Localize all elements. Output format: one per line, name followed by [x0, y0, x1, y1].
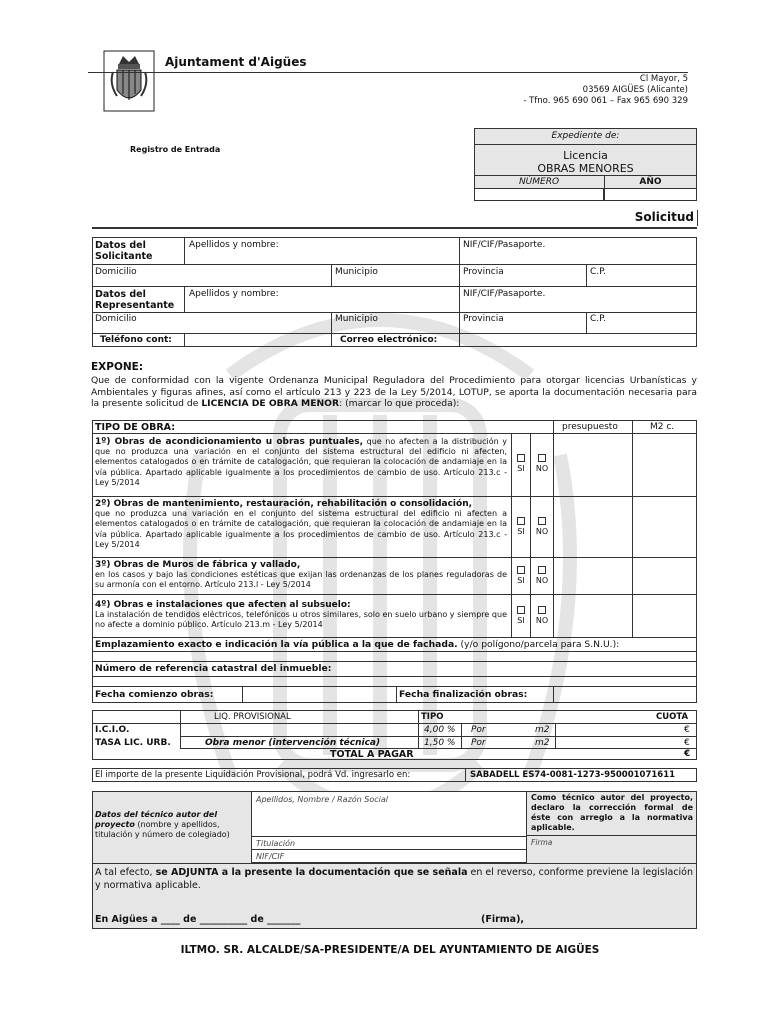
- tecnico-head-bold: Datos del técnico autor del proyecto: [95, 810, 218, 829]
- solicitante-domicilio-label: Domicilio: [95, 267, 137, 277]
- divider: [92, 594, 697, 595]
- tasa-currency: €: [684, 738, 690, 748]
- expone-text-a: Que de conformidad con la vigente Ordenanza Municipal Reguladora del Procedimiento para otorgar licencias Urbanísticas y Ambientales y figuras afines, así como el artículo 213 y 223 de la Ley 5/2014, LOTUP, se aporta la documentación necesaria para la presente solicitud de: [91, 375, 697, 409]
- bank-account: SABADELL ES74-0081-1273-950001071611: [470, 770, 676, 780]
- icio-unit: m2: [535, 725, 550, 735]
- divider: [92, 333, 697, 334]
- divider: [331, 264, 332, 286]
- expone-text-b: : (marcar lo que proceda):: [339, 398, 460, 409]
- checkbox-icon: [517, 606, 525, 614]
- no-label: NO: [535, 527, 549, 536]
- adjunta-b: en el reverso, conforme previene la legislación y normativa aplicable.: [95, 867, 693, 891]
- liq-provisional-header: LIQ. PROVISIONAL: [214, 712, 291, 722]
- tecnico-declaracion: Como técnico autor del proyecto, declaro la corrección formal de éste con arreglo a la normativa aplicable.: [531, 793, 693, 832]
- checkbox-icon: [538, 454, 546, 462]
- divider: [418, 710, 419, 748]
- total-currency: €: [684, 749, 691, 759]
- obra-item-3: [95, 560, 507, 591]
- obra-item-body: que no afecten a la distribución y que no produzca una variación en el conjunto del sistema estructural del edificio ni afecten, elementos catalogados o en trámite de catalogación, que requieran la colocación de andamiaje en la vía pública. Apartado aplicable igualmente a los procedimientos de cambio de uso. Artículo 213.c - Ley 5/2014: [95, 437, 507, 487]
- tasa-por: Por: [471, 738, 486, 748]
- tecnico-titulacion-label: Titulación: [256, 839, 296, 848]
- divider: [555, 723, 556, 748]
- representante-head: Datos del Representante: [95, 289, 175, 311]
- ano-field[interactable]: [604, 188, 697, 201]
- fecha-comienzo-label: Fecha comienzo obras:: [95, 689, 214, 700]
- obra-item-1: [95, 437, 507, 488]
- address-line: 03569 AIGÜES (Alicante): [582, 85, 688, 95]
- divider: [184, 333, 185, 347]
- divider: [553, 686, 554, 703]
- ingreso-text: El importe de la presente Liquidación Provisional, podrá Vd. ingresarlo en:: [95, 770, 411, 780]
- divider: [459, 312, 460, 333]
- correo-label: Correo electrónico:: [340, 335, 438, 345]
- divider: [461, 723, 462, 748]
- representante-domicilio-label: Domicilio: [95, 314, 137, 324]
- divider: [180, 736, 697, 737]
- no-label: NO: [535, 576, 549, 585]
- telefono-label: Teléfono cont:: [100, 335, 172, 345]
- tasa-desc: Obra menor (intervención técnica): [205, 738, 381, 748]
- expone-title: EXPONE:: [91, 361, 144, 373]
- tecnico-firma-label: Firma: [531, 838, 553, 847]
- obra-item-title: 1º) Obras de acondicionamiento u obras puntuales,: [95, 437, 364, 447]
- checkbox-icon: [538, 566, 546, 574]
- si-label: SI: [517, 616, 525, 625]
- checkbox-icon: [538, 606, 546, 614]
- catastral-label: Número de referencia catastral del inmueble:: [95, 663, 332, 674]
- tecnico-apellidos-label: Apellidos, Nombre / Razón Social: [256, 795, 388, 804]
- divider: [459, 286, 460, 312]
- tipo-header: TIPO: [421, 712, 444, 722]
- representante-provincia-label: Provincia: [463, 314, 504, 324]
- representante-municipio-label: Municipio: [335, 314, 378, 324]
- divider: [331, 312, 332, 333]
- si-label: SI: [517, 464, 525, 473]
- address-line: Cl Mayor, 5: [639, 74, 688, 84]
- emplazamiento-rest: (y/o polígono/parcela para S.N.U.):: [457, 639, 620, 650]
- icio-por: Por: [471, 725, 486, 735]
- divider: [92, 863, 697, 864]
- si-label: SI: [517, 576, 525, 585]
- tecnico-nif-label: NIF/CIF: [256, 852, 285, 861]
- adjunta-text: [95, 866, 693, 892]
- tasa-label: TASA LIC. URB.: [95, 738, 171, 748]
- divider: [92, 286, 697, 287]
- si-label: SI: [517, 527, 525, 536]
- divider: [92, 676, 697, 677]
- checkbox-no-3[interactable]: [533, 566, 551, 585]
- ano-label: AÑO: [639, 177, 662, 187]
- icio-label: I.C.I.O.: [95, 725, 130, 735]
- header-rule: [88, 72, 688, 73]
- solicitante-provincia-label: Provincia: [463, 267, 504, 277]
- divider: [92, 661, 697, 662]
- obra-item-body: en los casos y bajo las condiciones estéticas que exijan las ordenanzas de los planes reguladoras de su armonía con el entorno. Artículo 213.l - Ley 5/2014: [95, 570, 507, 590]
- divider: [92, 496, 697, 497]
- address-block: [523, 74, 688, 107]
- divider: [632, 420, 633, 637]
- tasa-pct: 1,50 %: [424, 738, 456, 748]
- coat-of-arms-logo: [103, 50, 155, 112]
- solicitante-apellidos-label: Apellidos y nombre:: [189, 240, 279, 250]
- obra-item-title: 2º) Obras de mantenimiento, restauración, rehabilitación o consolidación,: [95, 499, 473, 509]
- obra-item-2: [95, 499, 507, 550]
- org-name: Ajuntament d'Aigües: [165, 55, 307, 69]
- no-label: NO: [535, 616, 549, 625]
- divider: [184, 237, 185, 264]
- representante-cp-label: C.P.: [590, 314, 607, 324]
- tecnico-head: [95, 810, 247, 840]
- adjunta-a: A tal efecto,: [95, 867, 156, 878]
- emplazamiento-bold: Emplazamiento exacto e indicación la vía pública a la que de fachada.: [95, 639, 458, 650]
- divider: [527, 835, 697, 836]
- obra-item-title: 4º) Obras e instalaciones que afecten al subsuelo:: [95, 600, 351, 610]
- expone-text: [91, 375, 697, 410]
- emplazamiento-label: [95, 639, 619, 650]
- checkbox-si-3[interactable]: [514, 566, 528, 585]
- obra-item-body: La instalación de tendidos eléctricos, telefónicos u otros similares, solo en suelo urbano y siempre que no afecte a dominio público. Artículo 213.m - Ley 5/2014: [95, 610, 507, 630]
- representante-nif-label: NIF/CIF/Pasaporte.: [463, 289, 546, 299]
- tipo-obra-head: TIPO DE OBRA:: [95, 422, 176, 433]
- divider: [586, 312, 587, 333]
- registro-entrada: Registro de Entrada: [130, 145, 221, 154]
- cuota-header: CUOTA: [656, 712, 689, 722]
- footer-addressee: ILTMO. SR. ALCALDE/SA-PRESIDENTE/A DEL AYUNTAMIENTO DE AIGÜES: [180, 944, 600, 956]
- divider: [474, 144, 697, 145]
- expediente-licencia: Licencia: [563, 149, 608, 162]
- obra-item-title: 3º) Obras de Muros de fábrica y vallado,: [95, 560, 301, 570]
- divider: [459, 237, 460, 264]
- presupuesto-header: presupuesto: [562, 422, 618, 432]
- solicitante-municipio-label: Municipio: [335, 267, 378, 277]
- divider: [92, 557, 697, 558]
- checkbox-si-2[interactable]: [514, 517, 528, 536]
- checkbox-icon: [517, 566, 525, 574]
- numero-field[interactable]: [474, 188, 604, 201]
- tecnico-head-rest: (nombre y apellidos, titulación y número de colegiado): [95, 820, 230, 839]
- divider: [251, 849, 527, 850]
- address-line: - Tfno. 965 690 061 – Fax 965 690 329: [523, 96, 688, 106]
- expone-text-bold: LICENCIA DE OBRA MENOR: [201, 398, 340, 409]
- divider: [511, 433, 512, 637]
- firma-label: (Firma),: [481, 914, 525, 925]
- checkbox-icon: [517, 517, 525, 525]
- obra-item-4: [95, 600, 507, 631]
- tasa-unit: m2: [535, 738, 550, 748]
- no-label: NO: [535, 464, 549, 473]
- divider: [459, 264, 460, 286]
- checkbox-icon: [517, 454, 525, 462]
- checkbox-si-4[interactable]: [514, 606, 528, 625]
- divider: [553, 420, 554, 637]
- divider: [331, 333, 332, 347]
- solicitante-cp-label: C.P.: [590, 267, 607, 277]
- divider: [242, 686, 243, 703]
- section-rule: [92, 227, 697, 229]
- lugar-fecha-line: En Aigües a ____ de __________ de _______: [95, 914, 301, 925]
- checkbox-no-1[interactable]: [533, 454, 551, 473]
- checkbox-si-1[interactable]: [514, 454, 528, 473]
- expediente-label: Expediente de:: [551, 131, 620, 141]
- m2-header: M2 c.: [650, 422, 675, 432]
- divider: [92, 433, 697, 434]
- divider: [474, 175, 697, 176]
- divider: [92, 651, 697, 652]
- icio-currency: €: [684, 725, 690, 735]
- solicitante-nif-label: NIF/CIF/Pasaporte.: [463, 240, 546, 250]
- divider: [92, 637, 697, 638]
- divider: [92, 264, 697, 265]
- solicitud-title: Solicitud: [634, 210, 694, 224]
- representante-apellidos-label: Apellidos y nombre:: [189, 289, 279, 299]
- expediente-obras: OBRAS MENORES: [537, 162, 634, 175]
- divider: [92, 312, 697, 313]
- fecha-fin-label: Fecha finalización obras:: [399, 689, 528, 700]
- adjunta-bold: se ADJUNTA a la presente la documentación que se señala: [155, 867, 468, 878]
- divider: [697, 210, 698, 226]
- divider: [459, 333, 460, 347]
- divider: [396, 686, 397, 703]
- checkbox-no-2[interactable]: [533, 517, 551, 536]
- obra-item-body: que no produzca una variación en el conjunto del sistema estructural del edificio ni afecten a elementos catalogados o en trámite de catalogación, que requieran la colocación de andamiaje en la vía pública. Apartado aplicable igualmente a los procedimientos de cambio de uso. Artículo 213.c - Ley 5/2014: [95, 509, 507, 549]
- icio-pct: 4,00 %: [424, 725, 456, 735]
- solicitante-head: Datos del Solicitante: [95, 240, 153, 262]
- divider: [586, 264, 587, 286]
- total-label: TOTAL A PAGAR: [330, 749, 414, 760]
- divider: [92, 723, 697, 724]
- divider: [530, 433, 531, 637]
- checkbox-icon: [538, 517, 546, 525]
- divider: [92, 686, 697, 687]
- divider: [180, 710, 181, 748]
- divider: [465, 768, 466, 782]
- divider: [251, 836, 527, 837]
- numero-label: NÚMERO: [518, 177, 560, 187]
- checkbox-no-4[interactable]: [533, 606, 551, 625]
